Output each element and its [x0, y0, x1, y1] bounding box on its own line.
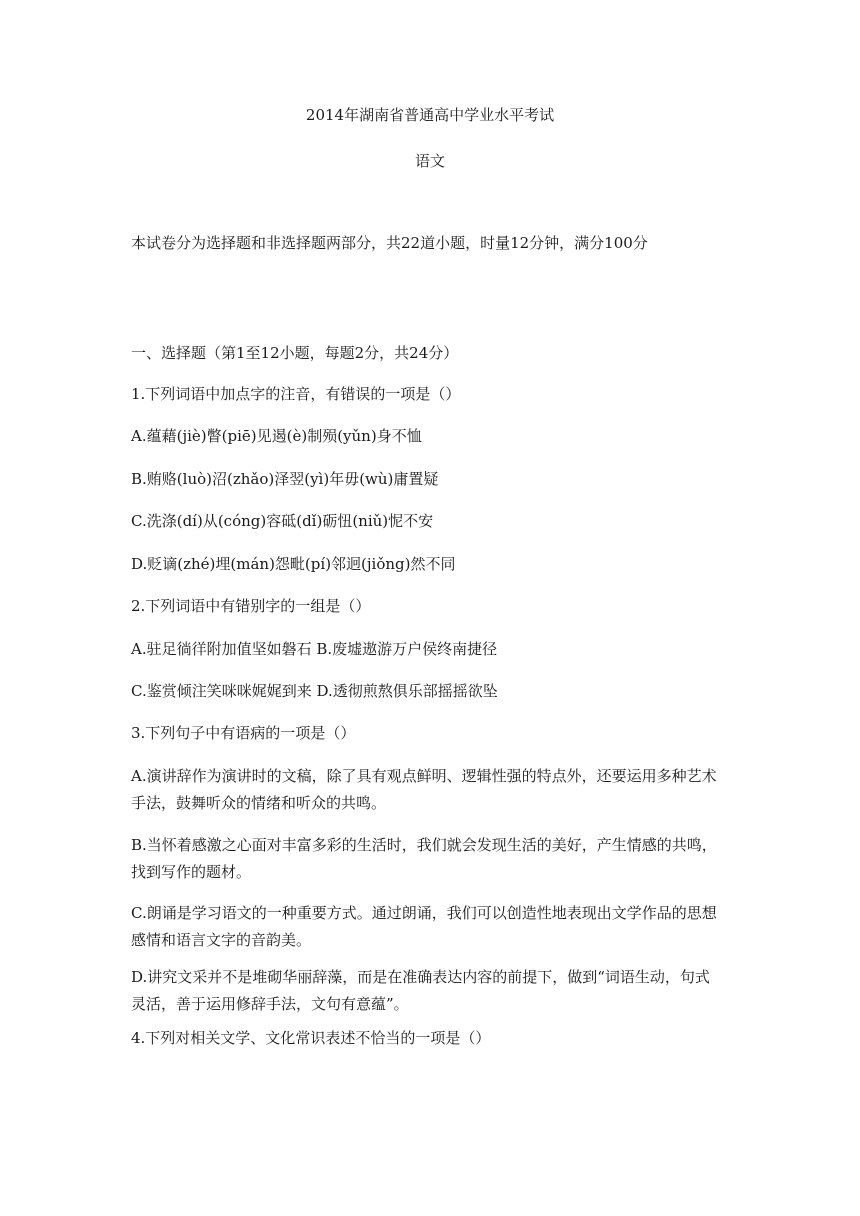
question-1-option-b: B.贿赂(luò)沼(zhǎo)泽翌(yì)年毋(wù)庸置疑 — [131, 470, 439, 488]
question-4-stem: 4.下列对相关文学、文化常识表述不恰当的一项是（） — [131, 1029, 491, 1047]
exam-intro: 本试卷分为选择题和非选择题两部分，共22道小题，时量12分钟，满分100分 — [131, 234, 648, 252]
section-heading-choice: 一、选择题（第1至12小题，每题2分，共24分） — [131, 344, 459, 362]
question-1-option-a: A.蕴藉(jiè)瞥(piē)见遏(è)制殒(yǔn)身不恤 — [131, 427, 422, 445]
question-2-options-cd: C.鉴赏倾注笑咪咪娓娓到来 D.透彻煎熬俱乐部摇摇欲坠 — [131, 682, 498, 700]
question-3-option-a: A.演讲辞作为演讲时的文稿，除了具有观点鲜明、逻辑性强的特点外，还要运用多种艺术手法，鼓舞听众的情绪和听众的共鸣。 — [131, 767, 717, 812]
question-3-stem: 3.下列句子中有语病的一项是（） — [131, 724, 356, 742]
question-3-option-c: C.朗诵是学习语文的一种重要方式。通过朗诵，我们可以创造性地表现出文学作品的思想感情和语言文字的音韵美。 — [131, 904, 717, 949]
question-1-stem: 1.下列词语中加点字的注音，有错误的一项是（） — [131, 385, 461, 403]
question-3-option-d: D.讲究文采并不是堆砌华丽辞藻，而是在准确表达内容的前提下，做到“词语生动，句式灵活，善于运用修辞手法，文句有意蕴”。 — [131, 968, 710, 1013]
exam-subject: 语文 — [414, 152, 445, 170]
question-1-option-d: D.贬谪(zhé)埋(mán)怨毗(pí)邻迥(jiǒng)然不同 — [131, 555, 456, 573]
question-3-option-b: B.当怀着感激之心面对丰富多彩的生活时，我们就会发现生活的美好，产生情感的共鸣，找到写作的题材。 — [131, 836, 717, 881]
question-1-option-c: C.洗涤(dí)从(cóng)容砥(dǐ)砺忸(niǔ)怩不安 — [131, 512, 434, 530]
question-2-stem: 2.下列词语中有错别字的一组是（） — [131, 597, 371, 615]
exam-title: 2014年湖南省普通高中学业水平考试 — [305, 106, 555, 124]
question-2-options-ab: A.驻足徜徉附加值坚如磐石 B.废墟遨游万户侯终南捷径 — [131, 640, 498, 658]
